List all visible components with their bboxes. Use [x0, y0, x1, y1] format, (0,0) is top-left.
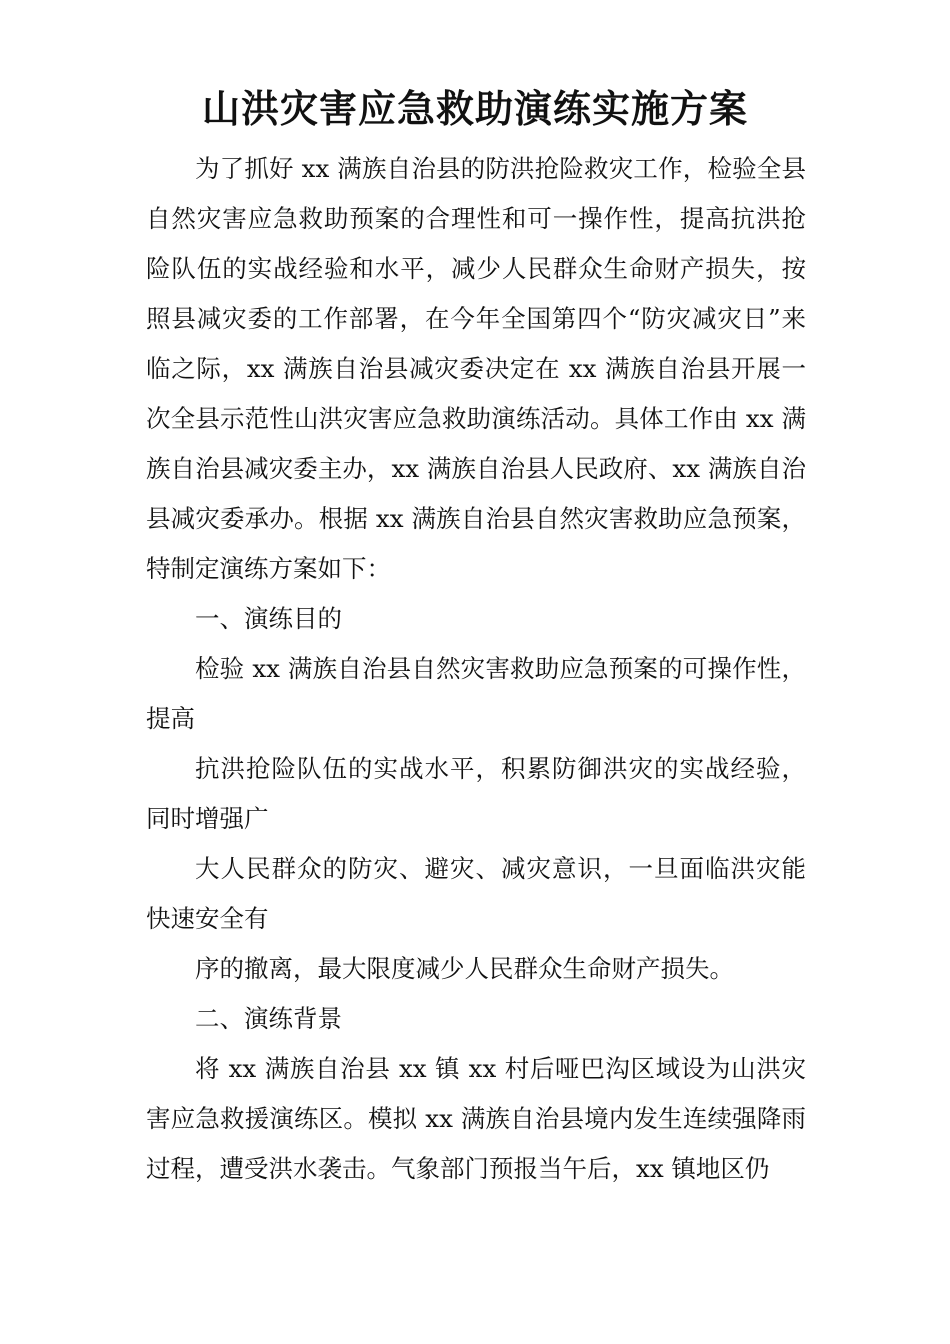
document-body — [146, 144, 806, 1194]
paragraph-intro: 为了抓好 xx 满族自治县的防洪抢险救灾工作，检验全县自然灾害应急救助预案的合理性和可一操作性，提高抗洪抢险队伍的实战经验和水平，减少人民群众生命财产损失，按照县减灾委的工作部署，在今年全国第四个“防灾减灾日”来临之际，xx 满族自治县减灾委决定在 xx 满族自治县开展一次全县示范性山洪灾害应急救助演练活动。具体工作由 xx 满族自治县减灾委主办，xx 满族自治县人民政府、xx 满族自治县减灾委承办。根据 xx 满族自治县自然灾害救助应急预案，特制定演练方案如下： — [146, 154, 806, 583]
paragraph-purpose-3: 大人民群众的防灾、避灾、减灾意识，一旦面临洪灾能快速安全有 — [146, 854, 806, 933]
paragraph-background: 将 xx 满族自治县 xx 镇 xx 村后哑巴沟区域设为山洪灾害应急救援演练区。模拟 xx 满族自治县境内发生连续强降雨过程，遭受洪水袭击。气象部门预报当午后，xx 镇地区仍 — [146, 1054, 806, 1183]
document-title: 山洪灾害应急救助演练实施方案 — [201, 86, 748, 131]
section-heading-background: 二、演练背景 — [195, 1004, 342, 1033]
paragraph-purpose-2: 抗洪抢险队伍的实战水平，积累防御洪灾的实战经验，同时增强广 — [146, 754, 806, 833]
paragraph-purpose-4: 序的撤离，最大限度减少人民群众生命财产损失。 — [195, 954, 734, 983]
section-heading-purpose: 一、演练目的 — [195, 604, 342, 633]
paragraph-purpose-1: 检验 xx 满族自治县自然灾害救助应急预案的可操作性，提高 — [146, 654, 806, 733]
